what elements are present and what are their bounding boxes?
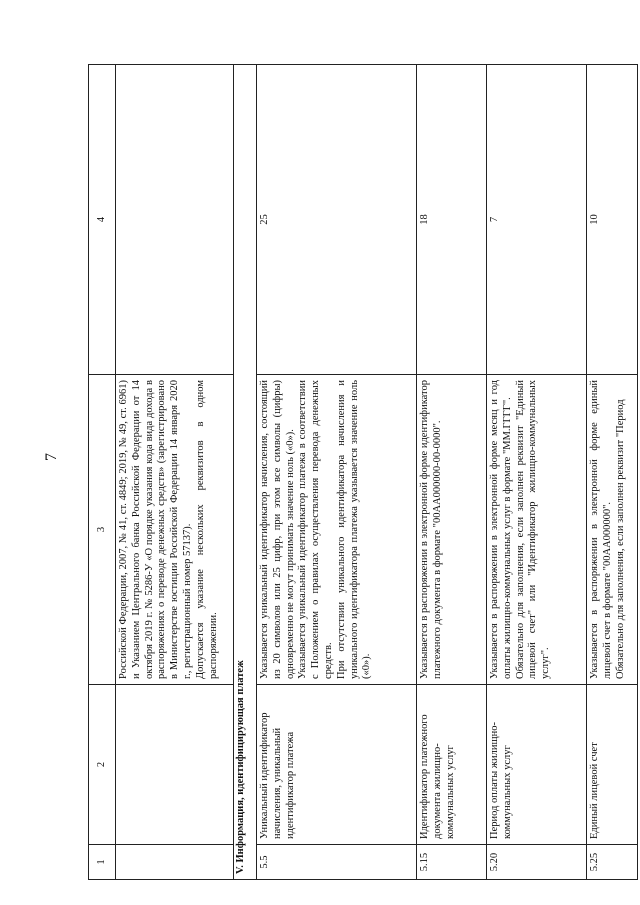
- column-number: 1: [89, 845, 116, 880]
- requisites-table: [88, 64, 638, 880]
- max-length: 10: [587, 65, 638, 375]
- row-number: 5.25: [587, 845, 638, 880]
- continuation-row: [116, 65, 234, 880]
- continuation-text: [116, 375, 234, 685]
- row-number: 5.5: [257, 845, 417, 880]
- requisite-description: [587, 375, 638, 685]
- column-number-row: [89, 65, 116, 880]
- rotated-page-content: [88, 65, 638, 880]
- max-length: 25: [257, 65, 417, 375]
- table-row: [257, 65, 417, 880]
- table-row: [587, 65, 638, 880]
- paragraph: Обязательно для заполнения, если заполнен реквизит "Период: [614, 399, 626, 679]
- requisite-description: [257, 375, 417, 685]
- paragraph: Российской Федерации, 2007, № 41, ст. 4849; 2019, № 49, ст. 6961) и Указанием Центрального банка Российской Федерации от 14 октября 2019 г. № 5286-У «О порядке указания кода вида дохода в распоряжениях о переводе денежных средств» (зарегистрировано в Министерстве юстиции Российской Федерации 14 января 2020 г., регистрационный номер 57137).: [118, 380, 193, 679]
- section-row: [234, 65, 257, 880]
- paragraph: Указывается уникальный идентификатор платежа в соответствии с Положением о правилах осуществления перевода денежных средств.: [297, 380, 334, 679]
- column-number: 2: [89, 685, 116, 845]
- paragraph: Указывается уникальный идентификатор начисления, состоящий из 20 символов или 25 цифр, при этом все символы (цифры) одновременно не могут принимать значение ноль («0»).: [259, 380, 296, 679]
- paragraph: Допускается указание нескольких реквизитов в одном распоряжении.: [194, 380, 219, 679]
- requisite-description: [487, 375, 587, 685]
- page-number: 7: [43, 453, 60, 461]
- requisite-name: Единый лицевой счет: [587, 685, 638, 845]
- column-number: 3: [89, 375, 116, 685]
- requisite-name: Уникальный идентификатор начисления, уникальный идентификатор платежа: [257, 685, 417, 845]
- paragraph: Указывается в распоряжении в электронной форме единый лицевой счет в формате "00АА000000".: [589, 380, 613, 679]
- paragraph: Указывается в распоряжении в электронной форме месяц и год оплаты жилищно-коммунальных услуг в формате "ММ.ГГГГ".: [489, 380, 513, 679]
- paragraph: Указывается в распоряжении в электронной форме идентификатор платежного документа в формате "00АА000000-00-0000".: [419, 380, 443, 679]
- requisite-name: Идентификатор платежного документа жилищно-коммунальных услуг: [417, 685, 487, 845]
- max-length: 18: [417, 65, 487, 375]
- table-row: [487, 65, 587, 880]
- requisite-description: [417, 375, 487, 685]
- max-length: 7: [487, 65, 587, 375]
- table-row: [417, 65, 487, 880]
- column-number: 4: [89, 65, 116, 375]
- row-number: 5.15: [417, 845, 487, 880]
- row-number: 5.20: [487, 845, 587, 880]
- requisite-name: Период оплаты жилищно-коммунальных услуг: [487, 685, 587, 845]
- section-title: V. Информация, идентифицирующая платеж: [234, 65, 257, 880]
- paragraph: При отсутствии уникального идентификатора начисления и уникального идентификатора платежа указывается значение ноль («0»).: [335, 380, 373, 679]
- paragraph: Обязательно для заполнения, если заполнен реквизит "Единый лицевой счет" или "Идентификатор жилищно-коммунальных услуг".: [514, 380, 552, 679]
